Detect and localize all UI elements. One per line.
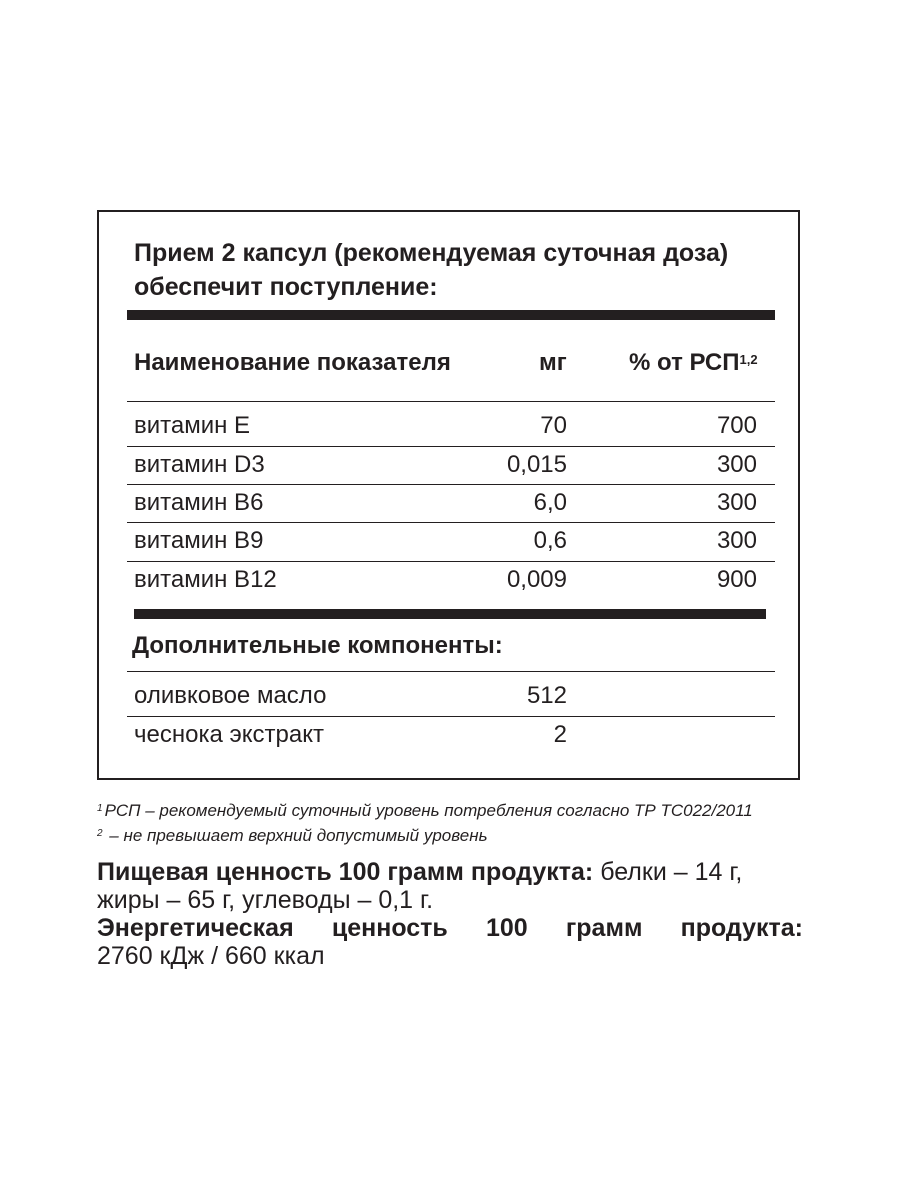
nutrition-value-1: белки – 14 г,: [593, 858, 743, 886]
divider-additional: [127, 671, 775, 672]
header-pct-superscript: 1,2: [739, 352, 758, 367]
nutrition-value-2: жиры – 65 г, углеводы – 0,1 г.: [97, 886, 434, 914]
table-row: [99, 447, 799, 485]
footnote-text: – не превышает верхний допустимый уровень: [104, 826, 488, 845]
nutrition-label: Пищевая ценность 100 грамм продукта:: [97, 858, 594, 886]
intro-text: Прием 2 капсул (рекомендуемая суточная доза) обеспечит поступление:: [134, 239, 729, 301]
table-row: [99, 678, 799, 716]
table-row: [99, 485, 799, 523]
row-name: чеснока экстракт: [134, 721, 324, 748]
row-mg: 2: [553, 721, 567, 748]
row-mg: 0,009: [506, 566, 567, 593]
footnote-text: РСП – рекомендуемый суточный уровень потребления согласно ТР ТС022/2011: [104, 801, 753, 820]
row-pct: 700: [716, 412, 757, 439]
header-name: Наименование показателя: [134, 349, 451, 376]
footnotes: [97, 800, 817, 850]
footnote-mark: 1: [97, 803, 103, 814]
row-mg: 70: [540, 412, 567, 439]
row-pct: 300: [716, 527, 757, 554]
row-mg: 0,6: [533, 527, 567, 554]
header-pct: [629, 349, 758, 380]
table-row: [99, 717, 799, 755]
footnote-1: [97, 800, 817, 825]
row-mg: 0,015: [506, 451, 567, 478]
supplement-facts-panel: [97, 210, 800, 780]
divider-thick-middle: [134, 609, 766, 619]
footnote-mark: 2: [97, 828, 103, 839]
footnote-2: [97, 825, 817, 850]
header-pct-label: % от РСП: [629, 349, 740, 376]
divider-thick-top: [127, 310, 775, 320]
row-pct: 300: [716, 451, 757, 478]
row-name: оливковое масло: [134, 682, 327, 709]
divider-header: [127, 401, 775, 402]
table-row: [99, 523, 799, 561]
nutrition-info: [97, 858, 803, 970]
row-name: витамин B6: [134, 489, 264, 516]
energy-label: Энергетическая ценность 100 грамм продукта:: [97, 914, 803, 942]
row-mg: 512: [526, 682, 567, 709]
row-mg: 6,0: [533, 489, 567, 516]
row-pct: 300: [716, 489, 757, 516]
nutrition-value-line: [97, 858, 803, 886]
row-pct: 900: [716, 566, 757, 593]
energy-value: 2760 кДж / 660 ккал: [97, 942, 325, 970]
row-name: витамин E: [134, 412, 251, 439]
table-row: [99, 562, 799, 600]
header-mg: мг: [539, 349, 567, 376]
table-row: [99, 408, 799, 446]
additional-components-title: Дополнительные компоненты:: [132, 632, 503, 659]
row-name: витамин D3: [134, 451, 265, 478]
row-name: витамин B9: [134, 527, 264, 554]
row-name: витамин B12: [134, 566, 277, 593]
